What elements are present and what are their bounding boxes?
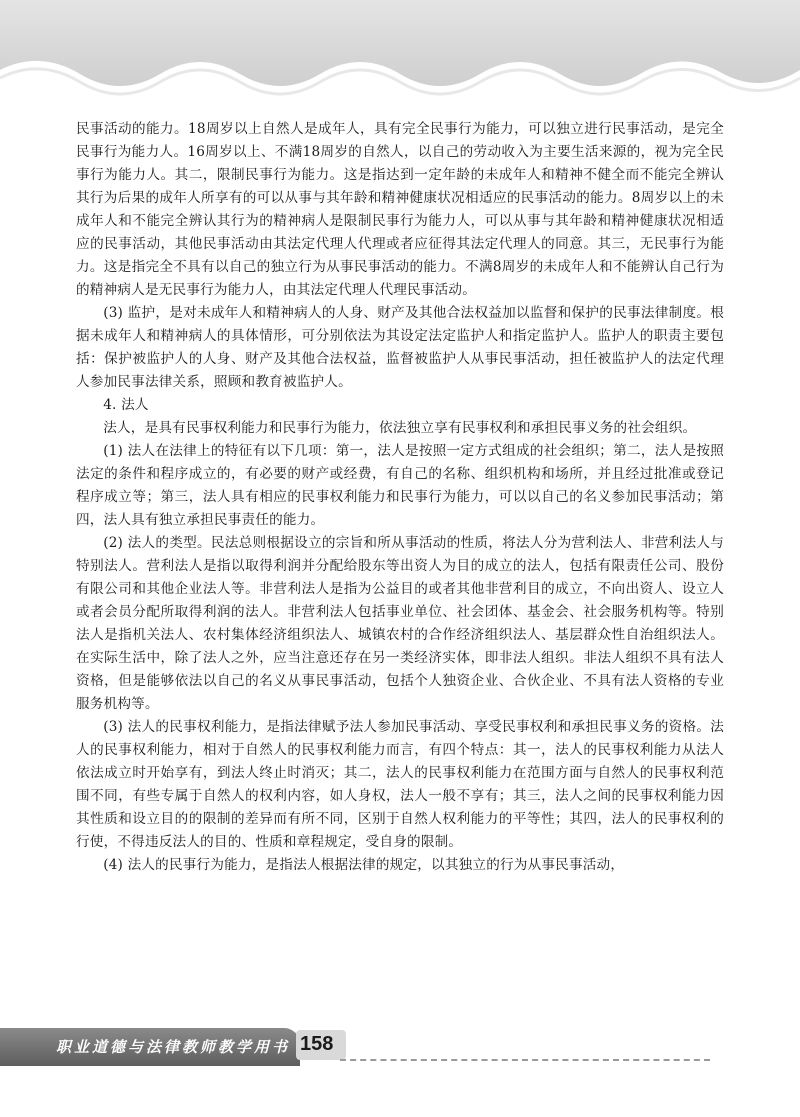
paragraph: (1) 法人在法律上的特征有以下几项：第一，法人是按照一定方式组成的社会组织；第二，法人是按照法定的条件和程序成立的，有必要的财产或经费，有自己的名称、组织机构和场所，并且经过批准或登记程序成立等；第三，法人具有相应的民事权利能力和民事行为能力，可以以自己的名义参加民事活动；第四，法人具有独立承担民事责任的能力。 xyxy=(76,443,724,528)
decorative-wave-header xyxy=(0,0,800,115)
paragraph: (4) 法人的民事行为能力，是指法人根据法律的规定，以其独立的行为从事民事活动， xyxy=(103,857,625,873)
footer-dashed-rule xyxy=(340,1059,710,1061)
book-title: 职业道德与法律教师教学用书 xyxy=(56,1038,291,1056)
paragraph: 法人，是具有民事权利能力和民事行为能力，依法独立享有民事权利和承担民事义务的社会组织。 xyxy=(103,420,697,436)
page-number: 158 xyxy=(300,1033,334,1055)
paragraph: (3) 监护，是对未成年人和精神病人的人身、财产及其他合法权益加以监督和保护的民事法律制度。根据未成年人和精神病人的具体情形，可分别依法为其设定法定监护人和指定监护人。监护人的职责主要包括：保护被监护人的人身、财产及其他合法权益，监督被监护人从事民事活动，担任被监护人的法定代理人参加民事法律关系，照顾和教育被监护人。 xyxy=(76,305,724,390)
wave-band xyxy=(0,0,800,86)
page-footer xyxy=(0,1022,800,1082)
paragraph: 民事活动的能力。18周岁以上自然人是成年人，具有完全民事行为能力，可以独立进行民事活动，是完全民事行为能力人。16周岁以上、不满18周岁的自然人，以自己的劳动收入为主要生活来源的，视为完全民事行为能力人。其二，限制民事行为能力。这是指达到一定年龄的未成年人和精神不健全而不能完全辨认其行为后果的成年人所享有的可以从事与其年龄和精神健康状况相适应的民事活动的能力。8周岁以上的未成年人和不能完全辨认其行为的精神病人是限制民事行为能力人，可以从事与其年龄和精神健康状况相适应的民事活动，其他民事活动由其法定代理人代理或者应征得其法定代理人的同意。其三，无民事行为能力。这是指完全不具有以自己的独立行为从事民事活动的能力。不满8周岁的未成年人和不能辨认自己行为的精神病人是无民事行为能力人，由其法定代理人代理民事活动。 xyxy=(76,121,724,298)
section-heading: 4. 法人 xyxy=(103,397,149,413)
paragraph: (3) 法人的民事权利能力，是指法律赋予法人参加民事活动、享受民事权利和承担民事义务的资格。法人的民事权利能力，相对于自然人的民事权利能力而言，有四个特点：其一，法人的民事权利能力从法人依法成立时开始享有，到法人终止时消灭；其二，法人的民事权利能力在范围方面与自然人的民事权利范围不同，有些专属于自然人的权利内容，如人身权，法人一般不享有；其三，法人之间的民事权利能力因其性质和设立目的的限制的差异而有所不同，区别于自然人权利能力的平等性；其四，法人的民事权利的行使，不得违反法人的目的、性质和章程规定，受自身的限制。 xyxy=(76,719,724,850)
paragraph: (2) 法人的类型。民法总则根据设立的宗旨和所从事活动的性质，将法人分为营利法人、非营利法人与特别法人。营利法人是指以取得利润并分配给股东等出资人为目的成立的法人，包括有限责任公司、股份有限公司和其他企业法人等。非营利法人是指为公益目的或者其他非营利目的成立，不向出资人、设立人或者会员分配所取得利润的法人。非营利法人包括事业单位、社会团体、基金会、社会服务机构等。特别法人是指机关法人、农村集体经济组织法人、城镇农村的合作经济组织法人、基层群众性自治组织法人。在实际生活中，除了法人之外，应当注意还存在另一类经济实体，即非法人组织。非法人组织不具有法人资格，但是能够依法以自己的名义从事民事活动，包括个人独资企业、合伙企业、不具有法人资格的专业服务机构等。 xyxy=(76,535,724,712)
body-text xyxy=(76,118,724,877)
